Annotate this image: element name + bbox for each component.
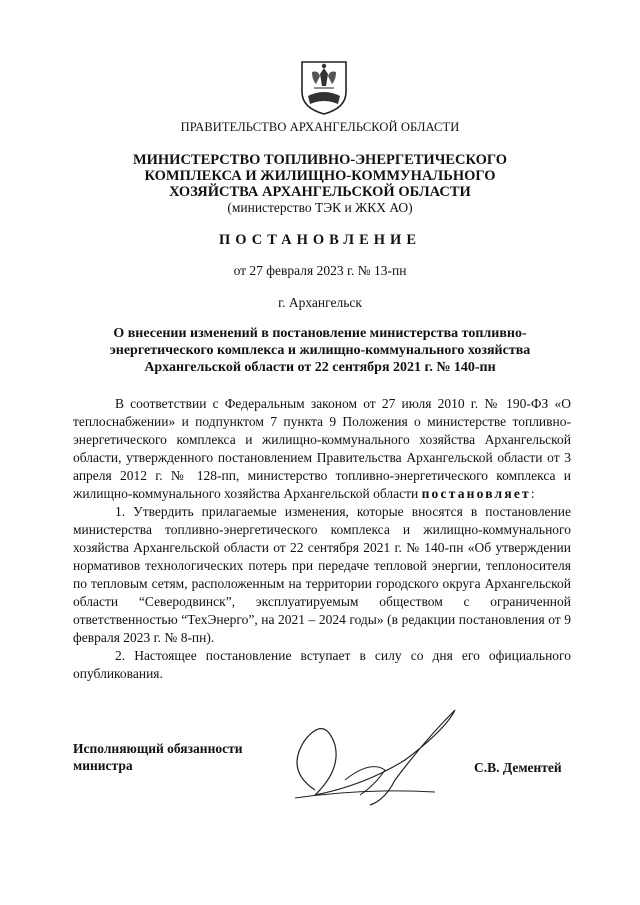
coat-of-arms-icon: [298, 58, 350, 116]
handwritten-signature: [275, 700, 475, 815]
item-1-paragraph: 1. Утвердить прилагаемые изменения, которые вносятся в постановление министерства топливно-энергетического комплекса и жилищно-коммунального хозяйства Архангельской области от 22 сентября 2021 г. № 140-пн «Об утверждении нормативов технологических потерь при передаче тепловой энергии, теплоносителя по тепловым сетям, расположенным на территории городского округа Архангельской области “Северодвинск”, эксплуатируемым обществом с ограниченной ответственностью “ТехЭнерго”, на 2021 – 2024 годы» (в редакции постановления от 9 февраля 2023 г. № 8-пн).: [73, 504, 571, 645]
ministry-name: [0, 152, 640, 200]
ministry-name-line: КОМПЛЕКСА И ЖИЛИЩНО-КОММУНАЛЬНОГО: [144, 168, 496, 184]
government-name: ПРАВИТЕЛЬСТВО АРХАНГЕЛЬСКОЙ ОБЛАСТИ: [180, 120, 460, 134]
preamble-text: В соответствии с Федеральным законом от 27 июля 2010 г. № 190-ФЗ «О теплоснабжении» и подпунктом 7 пункта 9 Положения о министерстве топливно-энергетического комплекса и жилищно-коммунального хозяйства Архангельской области, утвержденного постановлением Правительства Архангельской области от 3 апреля 2012 г. № 128-пп, министерство топливно-энергетического комплекса и жилищно-коммунального хозяйства Архангельской области: [73, 396, 571, 501]
ministry-name-line: ХОЗЯЙСТВА АРХАНГЕЛЬСКОЙ ОБЛАСТИ: [169, 184, 471, 200]
resolves-word: постановляет: [421, 486, 531, 501]
city: г. Архангельск: [278, 295, 362, 310]
date-and-number: от 27 февраля 2023 г. № 13-пн: [233, 263, 407, 278]
signatory-name: С.В. Дементей: [474, 760, 562, 775]
signatory-position-line: Исполняющий обязанности: [73, 741, 243, 756]
preamble-paragraph: [73, 395, 571, 503]
signatory-position-line: министра: [73, 758, 133, 773]
signatory-position: [73, 740, 243, 774]
item-2-paragraph: 2. Настоящее постановление вступает в силу со дня его официального опубликования.: [73, 648, 571, 681]
document-body: [73, 395, 571, 683]
resolves-colon: :: [530, 486, 535, 501]
ministry-abbreviation: (министерство ТЭК и ЖКХ АО): [227, 200, 413, 215]
document-type: ПОСТАНОВЛЕНИЕ: [218, 232, 421, 248]
ministry-name-line: МИНИСТЕРСТВО ТОПЛИВНО-ЭНЕРГЕТИЧЕСКОГО: [132, 152, 508, 168]
document-title: О внесении изменений в постановление министерства топливно-энергетического комплекса и жилищно-коммунального хозяйства Архангельской области от 22 сентября 2021 г. № 140-пн: [109, 326, 531, 375]
